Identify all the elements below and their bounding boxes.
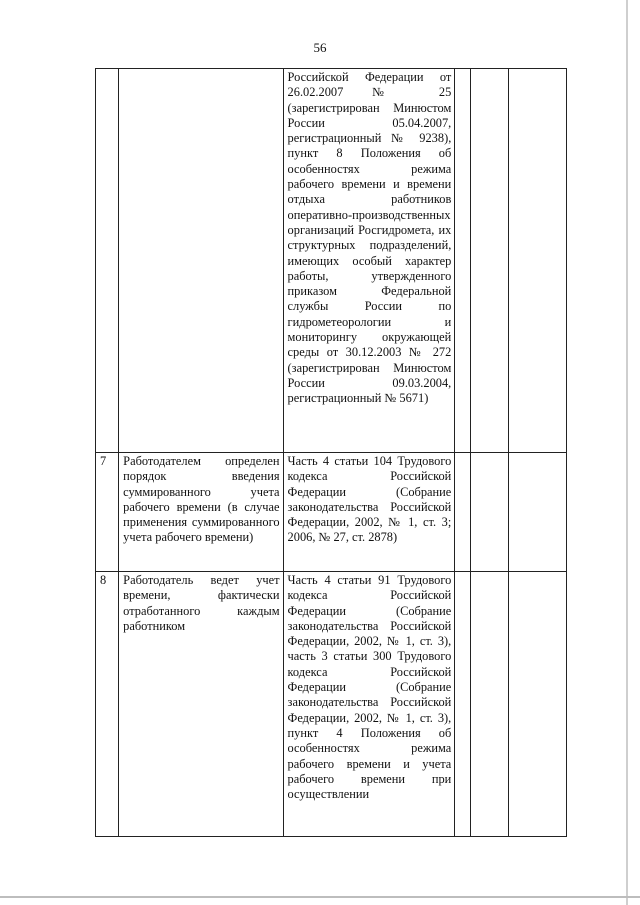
requirement-cell bbox=[119, 69, 283, 453]
legal-reference-cell: Часть 4 статьи 91 Трудового кодекса Российской Федерации (Собрание законодательства Российской Федерации, 2002, № 1, ст. 3), часть 3 статьи 300 Трудового кодекса Российской Федерации (Собрание законодательства Российской Федерации, 2002, № 1, ст. 3), пункт 4 Положения об особенностях режима рабочего времени и учета рабочего времени при осуществлении bbox=[283, 572, 455, 837]
answer-yes-cell bbox=[455, 69, 471, 453]
answer-yes-cell bbox=[455, 572, 471, 837]
table-row bbox=[96, 453, 567, 572]
row-number-cell bbox=[96, 69, 119, 453]
answer-not-applicable-cell bbox=[509, 572, 567, 837]
legal-reference-cell: Часть 4 статьи 104 Трудового кодекса Российской Федерации (Собрание законодательства Российской Федерации, 2002, № 1, ст. 3; 2006, № 27, ст. 2878) bbox=[283, 453, 455, 572]
page-number: 56 bbox=[313, 40, 327, 55]
row-number-cell: 8 bbox=[96, 572, 119, 837]
answer-yes-cell bbox=[455, 453, 471, 572]
answer-no-cell bbox=[471, 69, 509, 453]
row-number-cell: 7 bbox=[96, 453, 119, 572]
table-row bbox=[96, 69, 567, 453]
answer-no-cell bbox=[471, 572, 509, 837]
requirement-cell: Работодателем определен порядок введения суммированного учета рабочего времени (в случае применения суммированного учета рабочего времени) bbox=[119, 453, 283, 572]
answer-not-applicable-cell bbox=[509, 69, 567, 453]
answer-no-cell bbox=[471, 453, 509, 572]
answer-not-applicable-cell bbox=[509, 453, 567, 572]
scan-edge-bottom bbox=[0, 896, 640, 898]
table-row bbox=[96, 572, 567, 837]
legal-reference-cell: Российской Федерации от 26.02.2007 № 25 (зарегистрирован Минюстом России 05.04.2007, регистрационный № 9238), пункт 8 Положения об особенностях режима рабочего времени и времени отдыха работников оперативно-производственных организаций Росгидромета, их структурных подразделений, имеющих особый характер работы, утвержденного приказом Федеральной службы России по гидрометеорологии и мониторингу окружающей среды от 30.12.2003 № 272 (зарегистрирован Минюстом России 09.03.2004, регистрационный № 5671) bbox=[283, 69, 455, 453]
requirement-cell: Работодатель ведет учет времени, фактически отработанного каждым работником bbox=[119, 572, 283, 837]
scan-edge-right bbox=[626, 0, 628, 905]
checklist-table bbox=[95, 68, 567, 837]
